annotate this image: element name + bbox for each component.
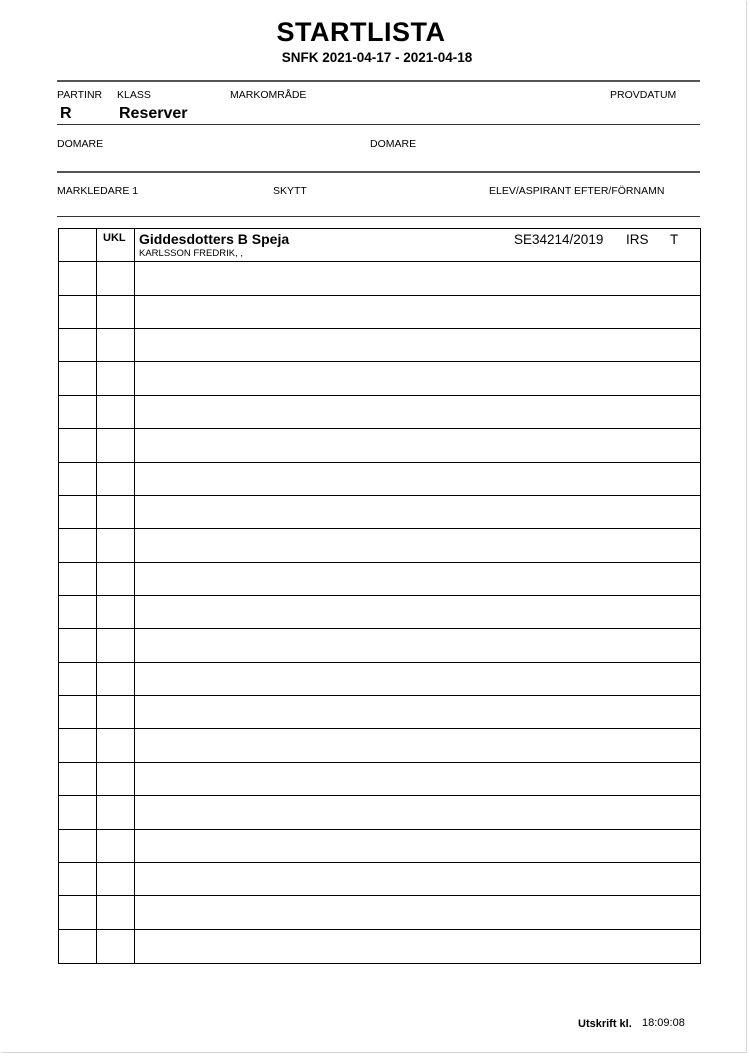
divider: [57, 124, 700, 125]
table-row: [59, 762, 700, 763]
klass-label: KLASS: [117, 89, 151, 101]
markledare-label: MARKLEDARE 1: [57, 185, 139, 197]
markomrade-label: MARKOMRÅDE: [230, 89, 307, 101]
table-row: [59, 862, 700, 863]
page-subtitle: SNFK 2021-04-17 - 2021-04-18: [281, 50, 473, 65]
divider: [57, 216, 700, 217]
table-row: [59, 795, 700, 796]
divider: [57, 171, 700, 173]
table-row: [59, 328, 700, 329]
print-time-value: 18:09:08: [642, 1017, 685, 1029]
table-row: [59, 261, 700, 262]
table-row: [59, 628, 700, 629]
start-list-table: [58, 228, 701, 964]
table-row: [59, 929, 700, 930]
print-time-label: Utskrift kl.: [578, 1018, 632, 1030]
klass-value: Reserver: [119, 105, 188, 122]
partinr-label: PARTINR: [57, 89, 103, 101]
table-row: [59, 695, 700, 696]
skytt-label: SKYTT: [273, 185, 307, 197]
table-row: [59, 428, 700, 429]
column-divider: [96, 229, 97, 963]
entry-reg-no: SE34214/2019: [514, 232, 604, 247]
page-title: STARTLISTA: [276, 17, 446, 47]
table-row: [59, 595, 700, 596]
entry-sex: T: [670, 232, 679, 247]
domare-label-1: DOMARE: [57, 138, 104, 150]
table-row: [59, 829, 700, 830]
table-row: [59, 895, 700, 896]
document-page: [1, 1, 747, 1053]
divider: [57, 80, 700, 82]
table-row: [59, 462, 700, 463]
entry-dog-name: Giddesdotters B Speja: [139, 231, 290, 247]
table-row: [59, 361, 700, 362]
domare-label-2: DOMARE: [370, 138, 417, 150]
table-row: [59, 395, 700, 396]
entry-owner: KARLSSON FREDRIK, ,: [139, 248, 243, 259]
table-row: [59, 528, 700, 529]
table-row: [59, 562, 700, 563]
provdatum-label: PROVDATUM: [610, 89, 677, 101]
table-row: [59, 495, 700, 496]
partinr-value: R: [60, 105, 72, 122]
table-row: [59, 295, 700, 296]
entry-class: UKL: [103, 232, 126, 244]
column-divider: [134, 229, 135, 963]
elev-label: ELEV/ASPIRANT EFTER/FÖRNAMN: [489, 185, 665, 197]
table-row: [59, 662, 700, 663]
entry-breed: IRS: [626, 232, 649, 247]
table-row: [59, 728, 700, 729]
